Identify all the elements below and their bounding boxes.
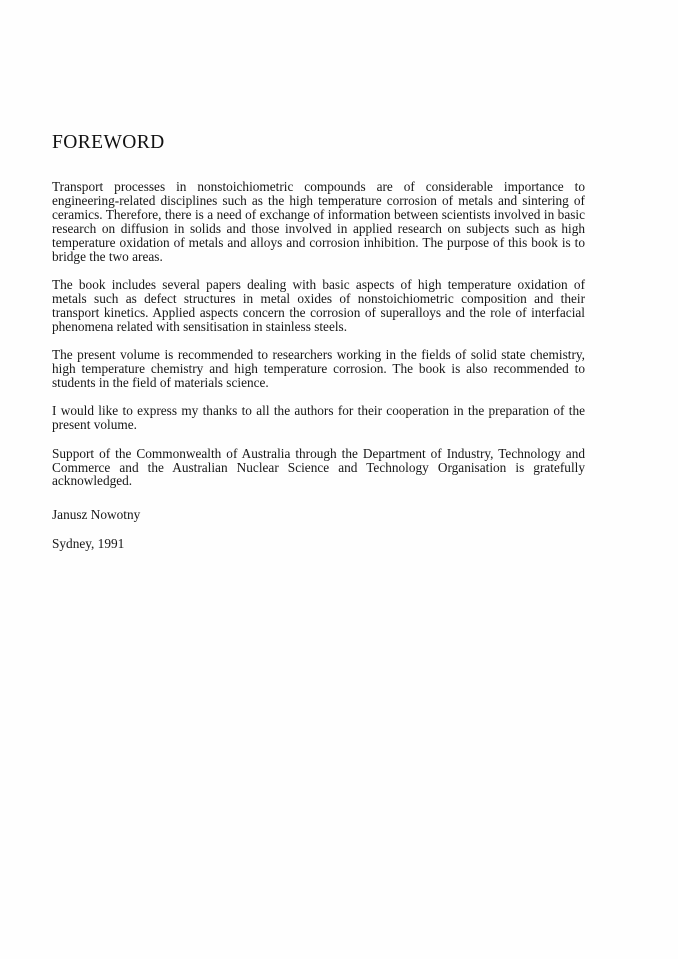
place-date: Sydney, 1991 [52, 535, 125, 551]
paragraph-4: I would like to express my thanks to all the authors for their cooperation in the preparation of the present volume. [52, 403, 585, 433]
paragraph-2: The book includes several papers dealing with basic aspects of high temperature oxidation of metals such as defect structures in metal oxides of nonstoichiometric composition and their transport kinetics. Applied aspects concern the corrosion of superalloys and the role of interfacial phenomena related with sensitisation in stainless steels. [52, 276, 585, 334]
foreword-body [52, 180, 585, 565]
page-title: FOREWORD [52, 132, 165, 153]
paragraph-3: The present volume is recommended to researchers working in the fields of solid state chemistry, high temperature chemistry and high temperature corrosion. The book is also recommended to students in the field of materials science. [52, 347, 585, 390]
paragraph-1: Transport processes in nonstoichiometric compounds are of considerable importance to engineering-related disciplines such as the high temperature corrosion of metals and sintering of ceramics. Therefore, there is a need of exchange of information between scientists involved in basic research on diffusion in solids and those involved in applied research on subjects such as high temperature oxidation of metals and alloys and corrosion inhibition. The purpose of this book is to bridge the two areas. [52, 179, 585, 264]
author-name: Janusz Nowotny [52, 507, 141, 523]
paragraph-5: Support of the Commonwealth of Australia through the Department of Industry, Technology and Commerce and the Australian Nuclear Science and Technology Organisation is gratefully acknowledged. [52, 445, 585, 489]
